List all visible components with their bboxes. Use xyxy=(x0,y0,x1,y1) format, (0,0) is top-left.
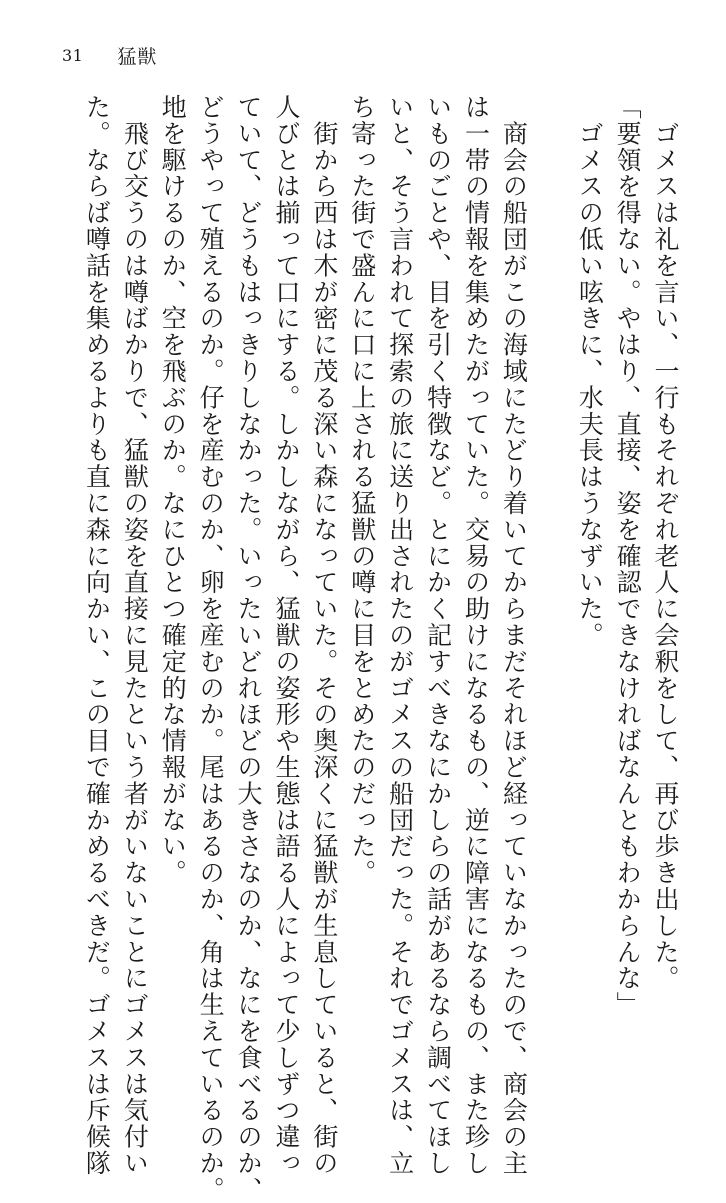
text-line: 「要領を得ない。やはり、直接、姿を確認できなければなんともわからんな」 xyxy=(613,94,643,1018)
text-line: は一帯の情報を集めたがっていた。交易の助けになるもの、逆に障害になるもの、また珍し xyxy=(461,94,491,1177)
text-line: ていて、どうもはっきりしなかった。いったいどれほどの大きさなのか、なにを食べるのか、 xyxy=(234,94,264,1203)
blank-line xyxy=(532,94,570,1004)
page-header xyxy=(62,40,157,70)
text-line: ゴメスの低い呟きに、水夫長はうなずいた。 xyxy=(575,94,605,649)
body-text xyxy=(78,94,685,1203)
running-title: 猛獣 xyxy=(117,45,158,68)
text-line: 人びとは揃って口にする。しかしながら、猛獣の姿形や生態は語る人によって少しずつ違っ xyxy=(271,94,301,1177)
text-line: いと、そう言われて探索の旅に送り出されたのがゴメスの船団だった。それでゴメスは、立 xyxy=(385,94,415,1177)
text-line: 街から西は木が密に茂る深い森になっていた。その奥深くに猛獣が生息していると、街の xyxy=(309,94,339,1177)
text-line: ゴメスは礼を言い、一行もそれぞれ老人に会釈をして、再び歩き出した。 xyxy=(651,94,680,992)
text-line: 飛び交うのは噂ばかりで、猛獣の姿を直接に見たという者がいないことにゴメスは気付い xyxy=(120,94,150,1177)
text-line: た。ならば噂話を集めるよりも直に森に向かい、この目で確かめるべきだ。ゴメスは斥候隊 xyxy=(82,94,112,1177)
page-number: 31 xyxy=(62,45,84,65)
text-line: 地を駆けるのか、空を飛ぶのか。なにひとつ確定的な情報がない。 xyxy=(158,94,188,886)
text-line: 商会の船団がこの海域にたどり着いてからまだそれほど経っていなかったので、商会の主 xyxy=(499,94,529,1177)
text-line: どうやって殖えるのか。仔を産むのか、卵を産むのか。尾はあるのか、角は生えているのか。 xyxy=(196,94,226,1203)
text-line: ち寄った街で盛んに口に上される猛獣の噂に目をとめたのだった。 xyxy=(347,94,377,886)
text-line: いものごとや、目を引く特徴など。とにかく記すべきなにかしらの話があるなら調べてほし xyxy=(423,94,453,1177)
